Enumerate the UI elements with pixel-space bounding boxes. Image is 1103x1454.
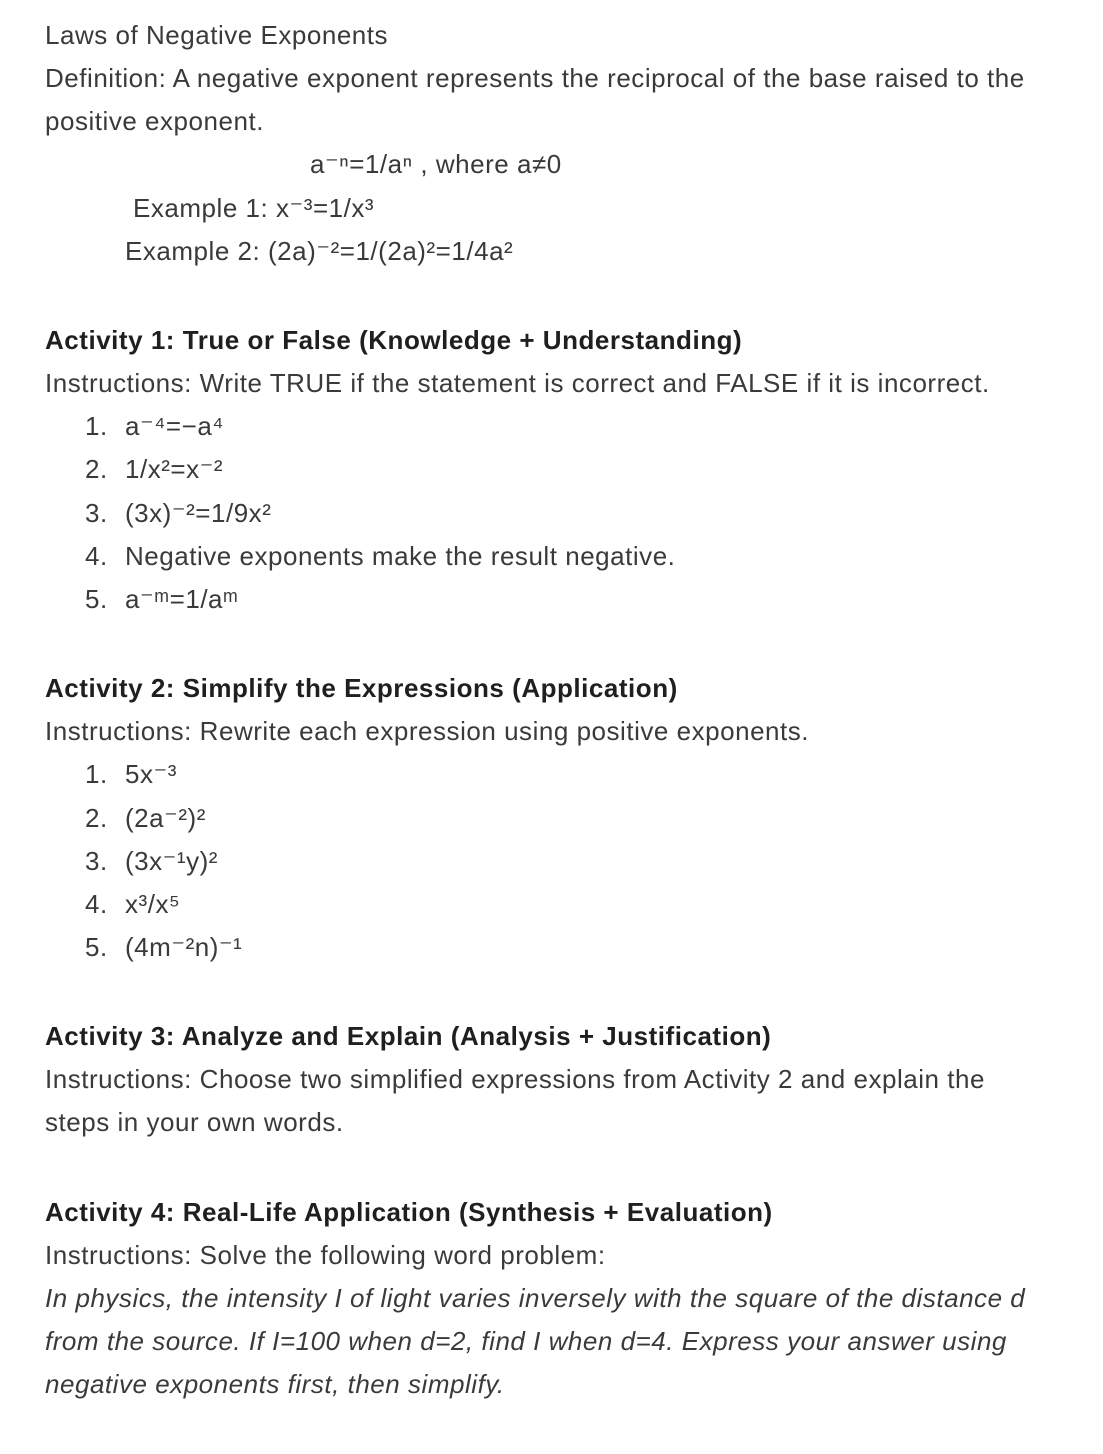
list-item xyxy=(45,926,1045,969)
negative-exponent-formula: a⁻ⁿ=1/aⁿ , where a≠0 xyxy=(310,149,562,180)
item-number: 2. xyxy=(85,802,108,833)
item-text: x³/x⁵ xyxy=(125,888,181,919)
item-text: (3x⁻¹y)² xyxy=(125,845,218,876)
activity-3-instructions: Instructions: Choose two simplified expressions from Activity 2 and explain the steps in your own words. xyxy=(45,1064,985,1138)
item-number: 1. xyxy=(85,759,108,790)
list-item xyxy=(45,883,1045,926)
list-item xyxy=(45,840,1045,883)
activity-1-heading: Activity 1: True or False (Knowledge + Understanding) xyxy=(45,324,743,355)
page-title: Laws of Negative Exponents xyxy=(45,20,389,50)
activity-1-list xyxy=(45,405,1045,621)
item-number: 4. xyxy=(85,540,108,571)
item-text: Negative exponents make the result negative. xyxy=(125,540,676,571)
item-text: (3x)⁻²=1/9x² xyxy=(125,497,272,528)
item-number: 2. xyxy=(85,454,108,485)
activity-4-heading: Activity 4: Real-Life Application (Synthesis + Evaluation) xyxy=(45,1196,773,1227)
word-problem-text: In physics, the intensity I of light varies inversely with the square of the distance d from the source. If I=100 when d=2, find I when d=4. Express your answer using negative exponents first, then simplify. xyxy=(45,1282,1026,1400)
activity-4-instructions: Instructions: Solve the following word problem: xyxy=(45,1239,606,1270)
list-item xyxy=(45,578,1045,621)
list-item xyxy=(45,405,1045,448)
example-2: Example 2: (2a)⁻²=1/(2a)²=1/4a² xyxy=(125,235,514,266)
item-number: 3. xyxy=(85,497,108,528)
item-number: 5. xyxy=(85,583,108,614)
item-number: 5. xyxy=(85,931,108,962)
list-item xyxy=(45,492,1045,535)
list-item xyxy=(45,448,1045,491)
item-number: 1. xyxy=(85,411,108,442)
example-1: Example 1: x⁻³=1/x³ xyxy=(133,192,375,223)
item-text: (4m⁻²n)⁻¹ xyxy=(125,931,243,962)
activity-2-list xyxy=(45,753,1045,969)
item-text: (2a⁻²)² xyxy=(125,802,206,833)
definition-text: Definition: A negative exponent represents the reciprocal of the base raised to the positive exponent. xyxy=(45,63,1025,137)
item-text: a⁻⁴=−a⁴ xyxy=(125,411,224,442)
activity-3-heading: Activity 3: Analyze and Explain (Analysis + Justification) xyxy=(45,1021,772,1052)
list-item xyxy=(45,797,1045,840)
activity-2-heading: Activity 2: Simplify the Expressions (Application) xyxy=(45,673,678,704)
item-text: a⁻ᵐ=1/aᵐ xyxy=(125,583,239,614)
activity-2-instructions: Instructions: Rewrite each expression using positive exponents. xyxy=(45,716,810,747)
item-number: 3. xyxy=(85,845,108,876)
activity-1-instructions: Instructions: Write TRUE if the statement is correct and FALSE if it is incorrect. xyxy=(45,368,990,399)
item-number: 4. xyxy=(85,888,108,919)
list-item xyxy=(45,753,1045,796)
item-text: 5x⁻³ xyxy=(125,759,177,790)
list-item xyxy=(45,535,1045,578)
item-text: 1/x²=x⁻² xyxy=(125,454,224,485)
